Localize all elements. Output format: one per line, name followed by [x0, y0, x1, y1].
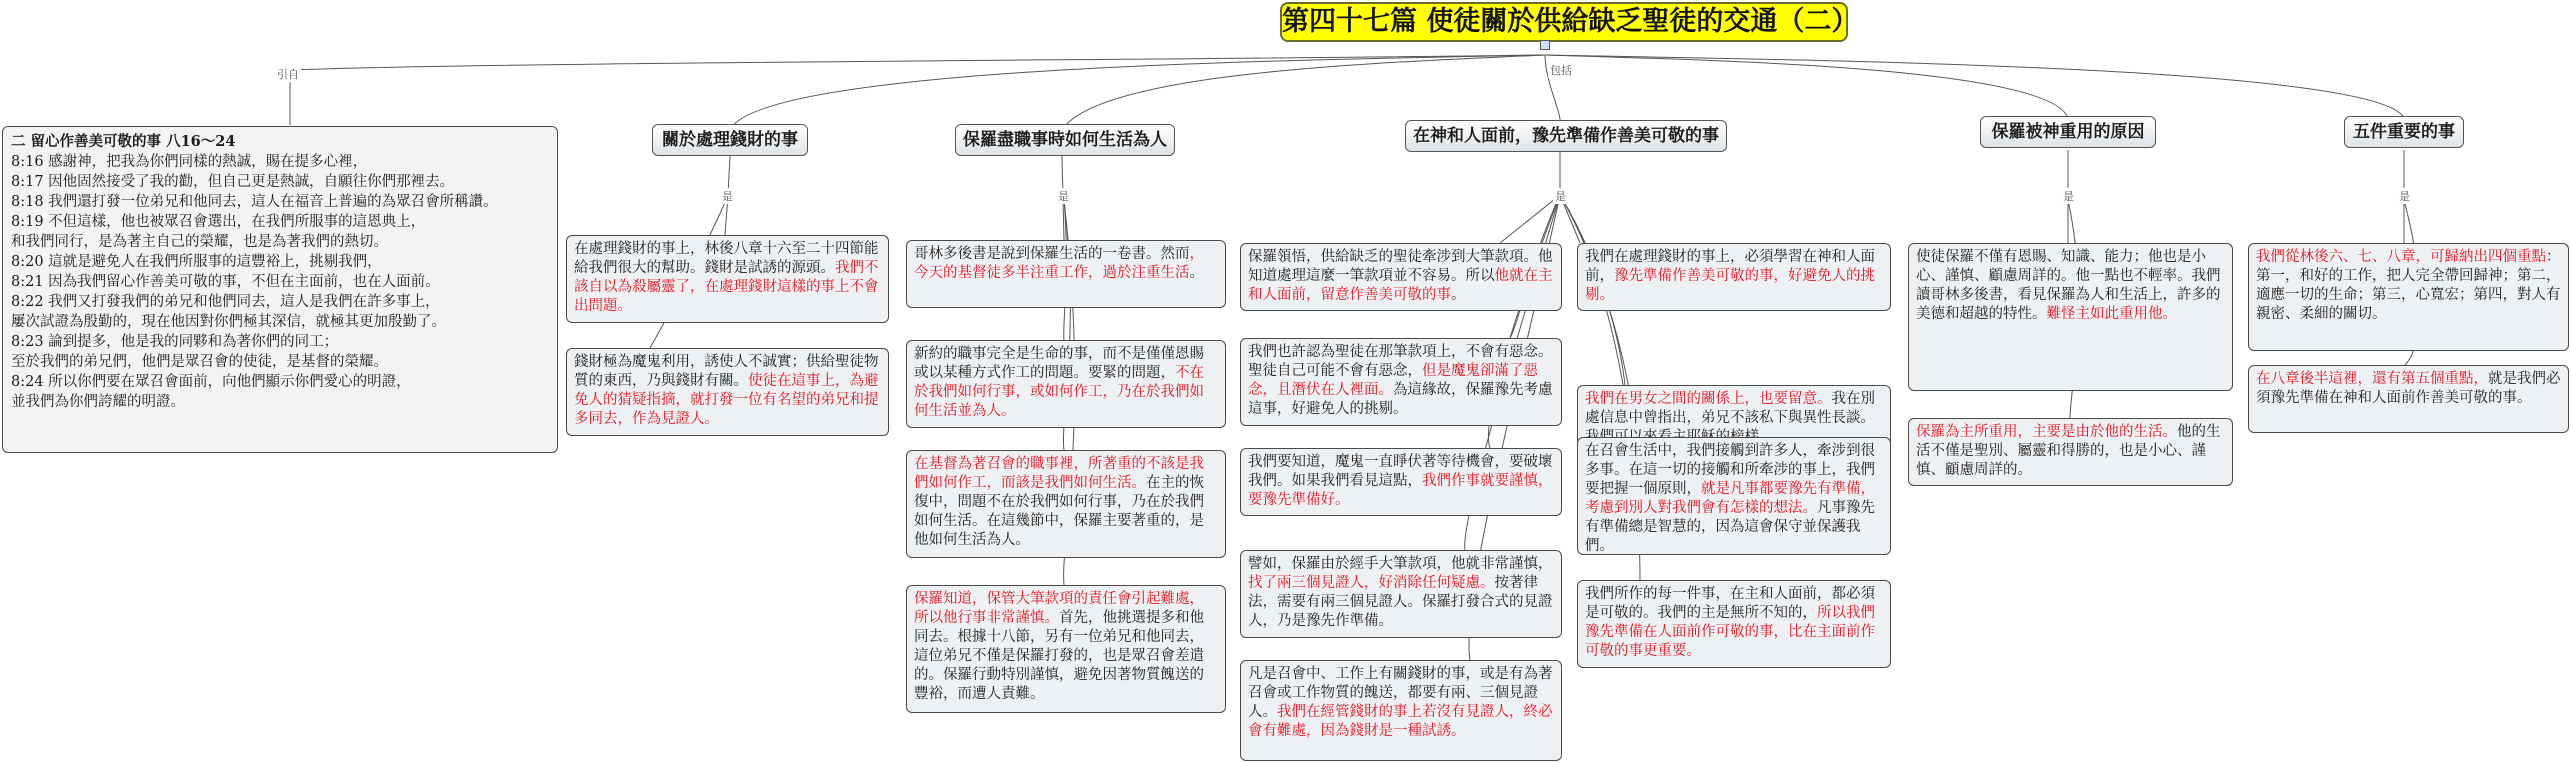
note-text: 哥林多後書是說到保羅生活的一卷書。然而 — [914, 246, 1190, 262]
scripture-line: 8:18 我們還打發一位弟兄和他同去，這人在福音上普遍的為眾召會所稱讚。 — [11, 194, 498, 210]
note-box — [1240, 660, 1562, 761]
note-text: 為這緣故，保羅豫先考慮這事，好避免人的挑剔。 — [1248, 382, 1553, 417]
note-text: 我們作事就要謹慎，要豫先準備好。 — [1248, 473, 1553, 508]
note-text: 在召會生活中，我們接觸到許多人，牽涉到很多事。在這一切的接觸和所牽涉的事上，我們要把握一個原則， — [1585, 443, 1875, 497]
note-text: 保羅為主所重用，主要是由於他的生活。 — [1916, 424, 2177, 440]
edge-label-right: 包括 — [1550, 64, 1572, 77]
note-box — [1577, 580, 1891, 668]
scripture-line: 屢次試證為殷勤的，現在他因對你們極其深信，就極其更加殷勤了。 — [11, 314, 446, 330]
note-text: 在主的恢復中，問題不在於我們如何行事，乃在於我們如何生活。在這幾節中，保羅主要著重的，是他如何生活為人。 — [914, 475, 1204, 548]
note-text: 使徒在這事上，為避免人的猜疑指摘，就打發一位有名望的弟兄和提多同去，作為見證人。 — [574, 373, 879, 427]
note-box — [2248, 365, 2569, 433]
note-box — [1577, 243, 1891, 311]
scripture-line: 和我們同行，是為著主自己的榮耀，也是為著我們的熱切。 — [11, 234, 388, 250]
note-box — [906, 585, 1226, 713]
note-text: 我們從林後六、七、八章，可歸納出四個重點 — [2256, 249, 2546, 265]
note-text: 所以我們豫先準備在人面前作可敬的事，比在主面前作可敬的事更重要。 — [1585, 605, 1875, 659]
edge-label-left: 引自 — [277, 68, 299, 81]
note-text: 我們在經管錢財的事上若沒有見證人，終必會有難處，因為錢財是一種試誘。 — [1248, 704, 1553, 739]
note-text: 我們在男女之間的關係上，也要留意。 — [1585, 391, 1832, 407]
note-text: 就是我們必須豫先準備在神和人面前作善美可敬的事。 — [2256, 371, 2561, 406]
note-text: 在處理錢財的事上，林後八章十六至二十四節能給我們很大的幫助。錢財是試誘的源頭。 — [574, 241, 879, 276]
scripture-line: 8:22 我們又打發我們的弟兄和他們同去，這人是我們在許多事上， — [11, 294, 440, 310]
note-box — [1240, 448, 1562, 516]
note-text: 首先，他挑選提多和他同去。根據十八節，另有一位弟兄和他同去，這位弟兄不僅是保羅打發的，也是眾召會差遣的。保羅行動特別謹慎，避免因著物質餽送的豐裕，而遭人責難。 — [914, 610, 1204, 702]
scripture-line: 8:17 因他固然接受了我的勸，但自己更是熱誠，自願往你們那裡去。 — [11, 174, 455, 190]
note-text: 豫先準備作善美可敬的事，好避免人的挑剔。 — [1585, 268, 1875, 303]
note-box — [1240, 550, 1562, 638]
note-box — [906, 450, 1226, 558]
branch-heading-paul-living: 保羅盡職事時如何生活為人 — [955, 124, 1175, 156]
note-text: 他就在主和人面前，留意作善美可敬的事 — [1248, 268, 1553, 303]
note-text: 我們所作的每一件事，在主和人面前，都必須是可敬的。我們的主是無所不知的， — [1585, 586, 1875, 621]
branch-heading-paul-used: 保羅被神重用的原因 — [1980, 116, 2156, 148]
note-text: 難怪主如此重用他。 — [2046, 306, 2177, 322]
scripture-line: 8:23 論到提多，他是我的同夥和為著你們的同工； — [11, 334, 339, 350]
branch-heading-prepare: 在神和人面前，豫先準備作善美可敬的事 — [1405, 120, 1727, 152]
note-box — [1577, 437, 1891, 555]
note-box — [906, 240, 1226, 308]
note-text: 我們不該自以為殺屬靈了，在處理錢財這樣的事上不會出問題。 — [574, 260, 879, 314]
note-box — [2248, 243, 2569, 351]
note-text: ：第一，和好的工作，把人完全帶回歸神；第二，適應一切的生命；第三，心寬宏；第四，對人有親密、柔細的關切。 — [2256, 249, 2561, 322]
note-text: 新約的職事完全是生命的事，而不是僅僅恩賜或以某種方式作工的問題。要緊的問題， — [914, 346, 1204, 381]
note-box — [1240, 338, 1562, 426]
note-text: 我們要知道，魔鬼一直睜伏著等待機會，要破壞我們。如果我們看見這點， — [1248, 454, 1553, 489]
note-text: 就是凡事都要豫先有準備，考慮到別人對我們會有怎樣的想法。 — [1585, 481, 1875, 516]
note-text: 我們在處理錢財的事上，必須學習在神和人面前， — [1585, 249, 1875, 284]
note-box — [566, 235, 889, 323]
scripture-line: 8:19 不但這樣，他也被眾召會選出，在我們所服事的這恩典上， — [11, 214, 426, 230]
note-text: 在基督為著召會的職事裡，所著重的不該是我們如何作工，而該是我們如何生活。 — [914, 456, 1204, 491]
scripture-line: 8:16 感謝神，把我為你們同樣的熱誠，賜在提多心裡， — [11, 154, 368, 170]
note-text: 凡事豫先有準備總是智慧的，因為這會保守並保護我們。 — [1585, 500, 1875, 554]
scripture-line: 8:24 所以你們要在眾召會面前，向他們顯示你們愛心的明證， — [11, 374, 411, 390]
scripture-line: 並我們為你們誇耀的明證。 — [11, 394, 185, 410]
note-text: 保羅領悟，供給缺乏的聖徒牽涉到大筆款項。他知道處理這麼一筆款項並不容易。所以 — [1248, 249, 1553, 284]
collapse-toggle[interactable] — [1540, 40, 1550, 50]
edge-label-is: 是 — [722, 190, 733, 203]
note-text: 找了兩三個見證人，好消除任何疑慮。 — [1248, 575, 1495, 591]
branch-heading-five-things: 五件重要的事 — [2344, 116, 2464, 148]
note-text: 錢財極為魔鬼利用，誘使人不誠實；供給聖徒物質的東西，乃與錢財有關。 — [574, 354, 879, 389]
note-box — [566, 348, 889, 436]
note-text: 我在別處信息中曾指出，弟兄不該私下與異性長談。 — [1585, 391, 1875, 426]
scripture-line: 8:20 這就是避免人在我們所服事的這豐裕上，挑剔我們， — [11, 254, 382, 270]
edge-label-is: 是 — [1555, 190, 1566, 203]
scripture-heading: 二 留心作善美可敬的事 八16～24 — [11, 133, 236, 150]
note-text: 但是魔鬼卻滿了惡念，且潛伏在人裡面。 — [1248, 363, 1538, 398]
scripture-line: 8:21 因為我們留心作善美可敬的事，不但在主面前，也在人面前。 — [11, 274, 440, 290]
note-text: 。 — [1189, 265, 1204, 281]
branch-heading-money: 關於處理錢財的事 — [652, 124, 808, 156]
note-box — [1908, 418, 2233, 486]
note-text: 。 — [1451, 287, 1466, 303]
note-text: 不在於我們如何行事，或如何作工，乃在於我們如何生活並為人。 — [914, 365, 1204, 419]
note-text: 譬如，保羅由於經手大筆款項，他就非常謹慎， — [1248, 556, 1553, 572]
note-text: 保羅知道，保管大筆款項的責任會引起難處，所以他行事非常謹慎。 — [914, 591, 1204, 626]
note-text: 按著律法，需要有兩三個見證人。保羅打發合式的見證人，乃是豫先作準備。 — [1248, 575, 1553, 629]
edge-label-is: 是 — [1058, 190, 1069, 203]
note-text: 凡是召會中、工作上有關錢財的事，或是有為著召會或工作物質的餽送，都要有兩、三個見證人。 — [1248, 666, 1553, 720]
note-text: 我們也許認為聖徒在那筆款項上，不會有惡念。聖徒自己可能不會有惡念， — [1248, 344, 1553, 379]
note-text: ，今天的基督徒多半注重工作，過於注重生活 — [914, 246, 1204, 281]
note-box — [1240, 243, 1562, 311]
note-text: 他的生活不僅是聖別、屬靈和得勝的，也是小心、謹慎、顧慮周詳的。 — [1916, 424, 2221, 478]
note-box — [906, 340, 1226, 428]
edge-label-is: 是 — [2063, 190, 2074, 203]
scripture-box — [2, 126, 558, 453]
page-title: 第四十七篇 使徒關於供給缺乏聖徒的交通（二） — [1280, 2, 1848, 42]
edge-label-is: 是 — [2399, 190, 2410, 203]
note-text: 在八章後半這裡，還有第五個重點， — [2256, 371, 2488, 387]
note-box — [1908, 243, 2233, 391]
scripture-line: 至於我們的弟兄們，他們是眾召會的使徒，是基督的榮耀。 — [11, 354, 388, 370]
note-text: 使徒保羅不僅有恩賜、知識、能力；他也是小心、謹慎、顧慮周詳的。他一點也不輕率。我們讀哥林多後書，看見保羅為人和生活上，許多的美德和超越的特性。 — [1916, 249, 2221, 322]
